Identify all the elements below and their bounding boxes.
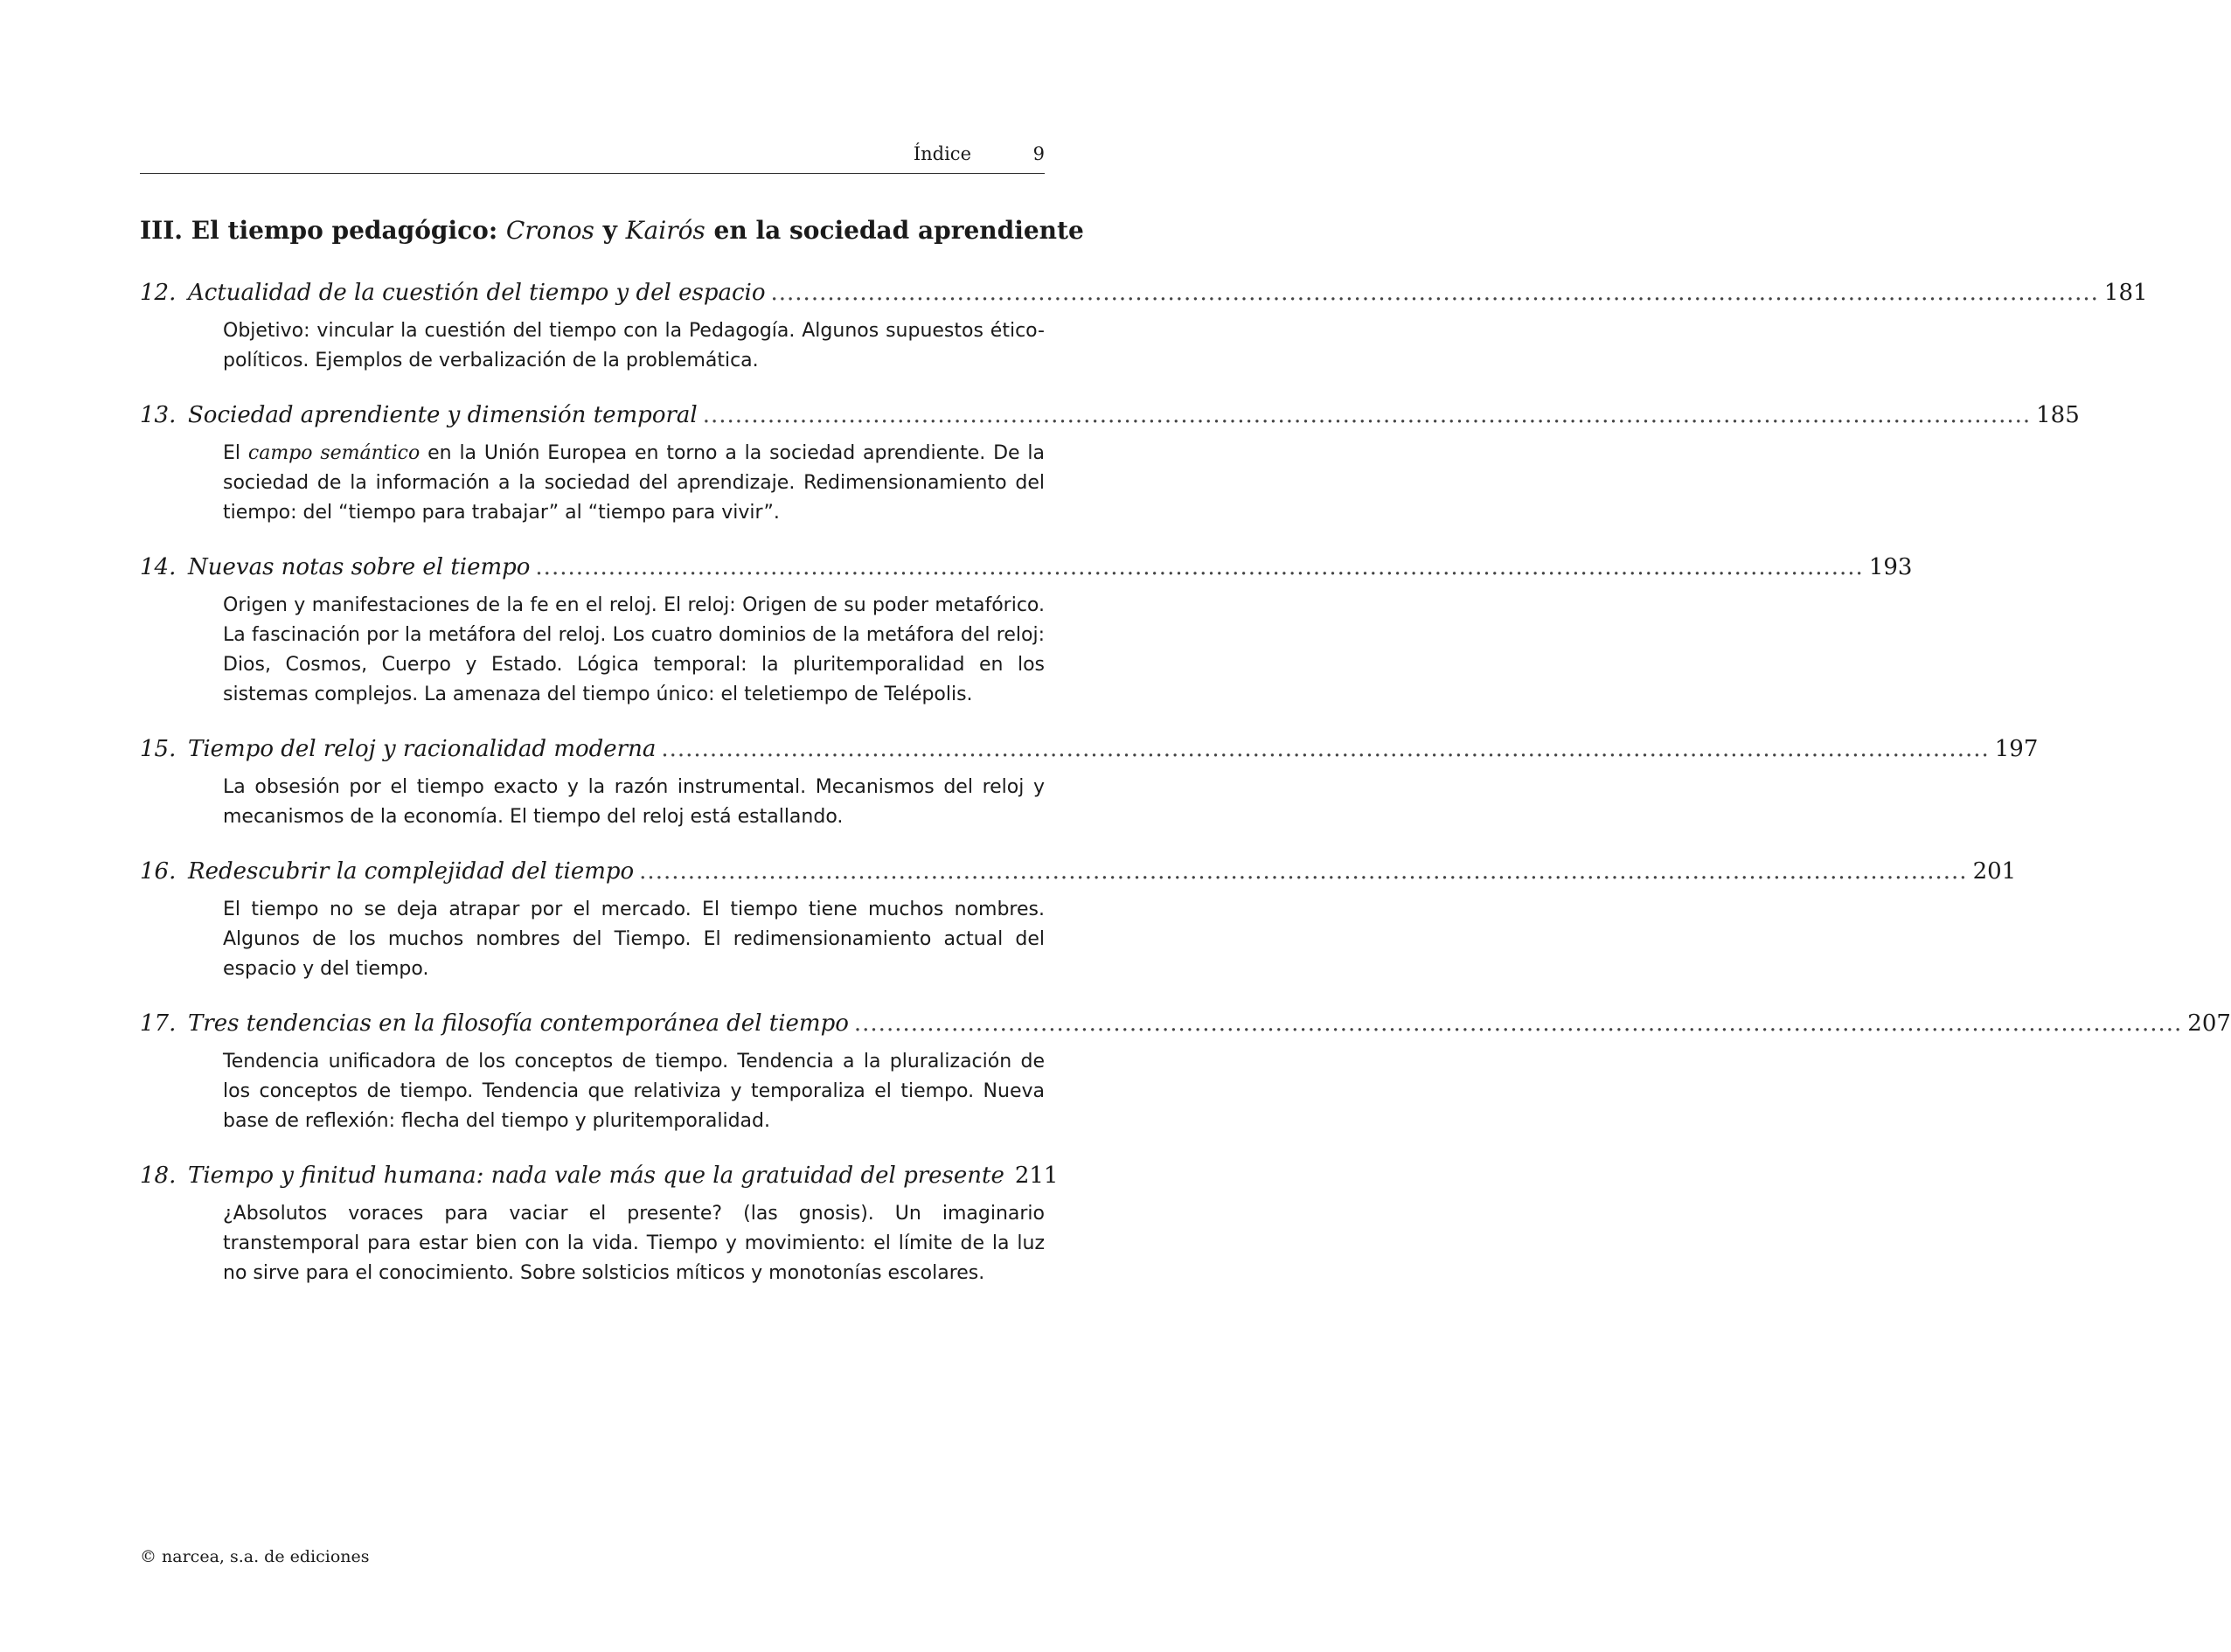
toc-entry-title: Redescubrir la complejidad del tiempo (188, 858, 635, 885)
footer-copyright: © narcea, s.a. de ediciones (140, 1547, 370, 1566)
running-header-title: Índice (913, 143, 971, 164)
toc-entry (140, 855, 2017, 984)
toc-entry-number: 13. (140, 402, 177, 428)
toc-entry-summary (223, 439, 1045, 528)
summary-italic-term: campo semántico (247, 442, 420, 464)
toc-entry (140, 551, 1913, 710)
toc-entry-heading[interactable] (140, 1007, 2231, 1040)
dot-leader: .................................................................................................................................................................... (702, 402, 2032, 428)
toc-entry (140, 1007, 2231, 1136)
toc-entry (140, 1159, 1059, 1288)
dot-leader: .................................................................................................................................................................... (853, 1010, 2183, 1037)
toc-entry-summary: La obsesión por el tiempo exacto y la razón instrumental. Mecanismos del reloj y mecanismos de la economía. El tiempo del reloj está estallando. (223, 776, 1045, 828)
toc-entry-number: 14. (140, 554, 177, 580)
section-title (140, 213, 1084, 248)
toc-entry (140, 732, 2039, 832)
toc-entry-title: Sociedad aprendiente y dimensión temporal (188, 402, 698, 428)
toc-entry-page: 201 (1972, 858, 2017, 885)
toc-entry-title: Tres tendencias en la filosofía contemporánea del tiempo (188, 1010, 849, 1037)
toc-entry (140, 276, 2148, 376)
toc-entry-page: 197 (1994, 736, 2039, 762)
summary-text: El (223, 442, 248, 464)
dot-leader: .................................................................................................................................................................... (639, 858, 1968, 885)
summary-text: en la Unión Europea en torno a la sociedad aprendiente. De la sociedad de la información a la sociedad del aprendizaje. Redimensionamiento del tiempo: del “tiempo para trabajar” al “tiempo para vivir”. (223, 442, 1045, 524)
toc-entry-summary: Origen y manifestaciones de la fe en el reloj. El reloj: Origen de su poder metafórico. La fascinación por la metáfora del reloj. Los cuatro dominios de la metáfora del reloj: Dios, Cosmos, Cuerpo y Estado. Lógica temporal: la pluritemporalidad en los sistemas complejos. La amenaza del tiempo único: el teletiempo de Telépolis. (223, 594, 1045, 705)
toc-entry-number: 15. (140, 736, 177, 762)
table-of-contents (140, 213, 2231, 1311)
toc-entry-heading[interactable] (140, 551, 1913, 584)
section-title-prefix: III. El tiempo pedagógico: (140, 216, 506, 245)
dot-leader: .................................................................................................................................................................... (535, 554, 1864, 580)
toc-entry-heading[interactable] (140, 276, 2148, 309)
toc-entry-number: 16. (140, 858, 177, 885)
toc-entry-summary: El tiempo no se deja atrapar por el mercado. El tiempo tiene muchos nombres. Algunos de los muchos nombres del Tiempo. El redimensionamiento actual del espacio y del tiempo. (223, 899, 1045, 980)
toc-entry-page: 211 (1014, 1163, 1059, 1189)
toc-entry-title: Actualidad de la cuestión del tiempo y del espacio (188, 280, 766, 306)
toc-entry-heading[interactable] (140, 1159, 1059, 1192)
section-title-suffix: en la sociedad aprendiente (705, 216, 1084, 245)
dot-leader: .................................................................................................................................................................... (661, 736, 1990, 762)
toc-entry-title: Tiempo del reloj y racionalidad moderna (188, 736, 657, 762)
toc-entry-page: 181 (2103, 280, 2148, 306)
toc-entry-summary: ¿Absolutos voraces para vaciar el presente? (las gnosis). Un imaginario transtemporal para estar bien con la vida. Tiempo y movimiento: el límite de la luz no sirve para el conocimiento. Sobre solsticios míticos y monotonías escolares. (223, 1203, 1045, 1284)
toc-entry-heading[interactable] (140, 855, 2017, 888)
section-title-cronos: Cronos (505, 216, 594, 245)
toc-entry-number: 18. (140, 1163, 177, 1189)
section-title-conjunction: y (594, 216, 626, 245)
section-title-kairos: Kairós (625, 216, 705, 245)
toc-entry-title: Tiempo y finitud humana: nada vale más que la gratuidad del presente (188, 1163, 1004, 1189)
toc-entry-summary: Tendencia unificadora de los conceptos de tiempo. Tendencia a la pluralización de los conceptos de tiempo. Tendencia que relativiza y temporaliza el tiempo. Nueva base de reflexión: flecha del tiempo y pluritemporalidad. (223, 1051, 1045, 1132)
toc-entry-heading[interactable] (140, 399, 2080, 432)
toc-entry-title: Nuevas notas sobre el tiempo (188, 554, 531, 580)
toc-entry-page: 207 (2187, 1010, 2231, 1037)
running-header (140, 140, 1045, 174)
toc-entry-heading[interactable] (140, 732, 2039, 766)
page-number: 9 (1032, 143, 1045, 164)
dot-leader: .................................................................................................................................................................... (770, 280, 2099, 306)
toc-entry-summary: Objetivo: vincular la cuestión del tiempo con la Pedagogía. Algunos supuestos ético-políticos. Ejemplos de verbalización de la problemática. (223, 320, 1045, 371)
toc-entry-page: 193 (1868, 554, 1913, 580)
toc-entry-number: 17. (140, 1010, 177, 1037)
toc-entry (140, 399, 2080, 528)
toc-entry-page: 185 (2036, 402, 2080, 428)
toc-entry-number: 12. (140, 280, 177, 306)
